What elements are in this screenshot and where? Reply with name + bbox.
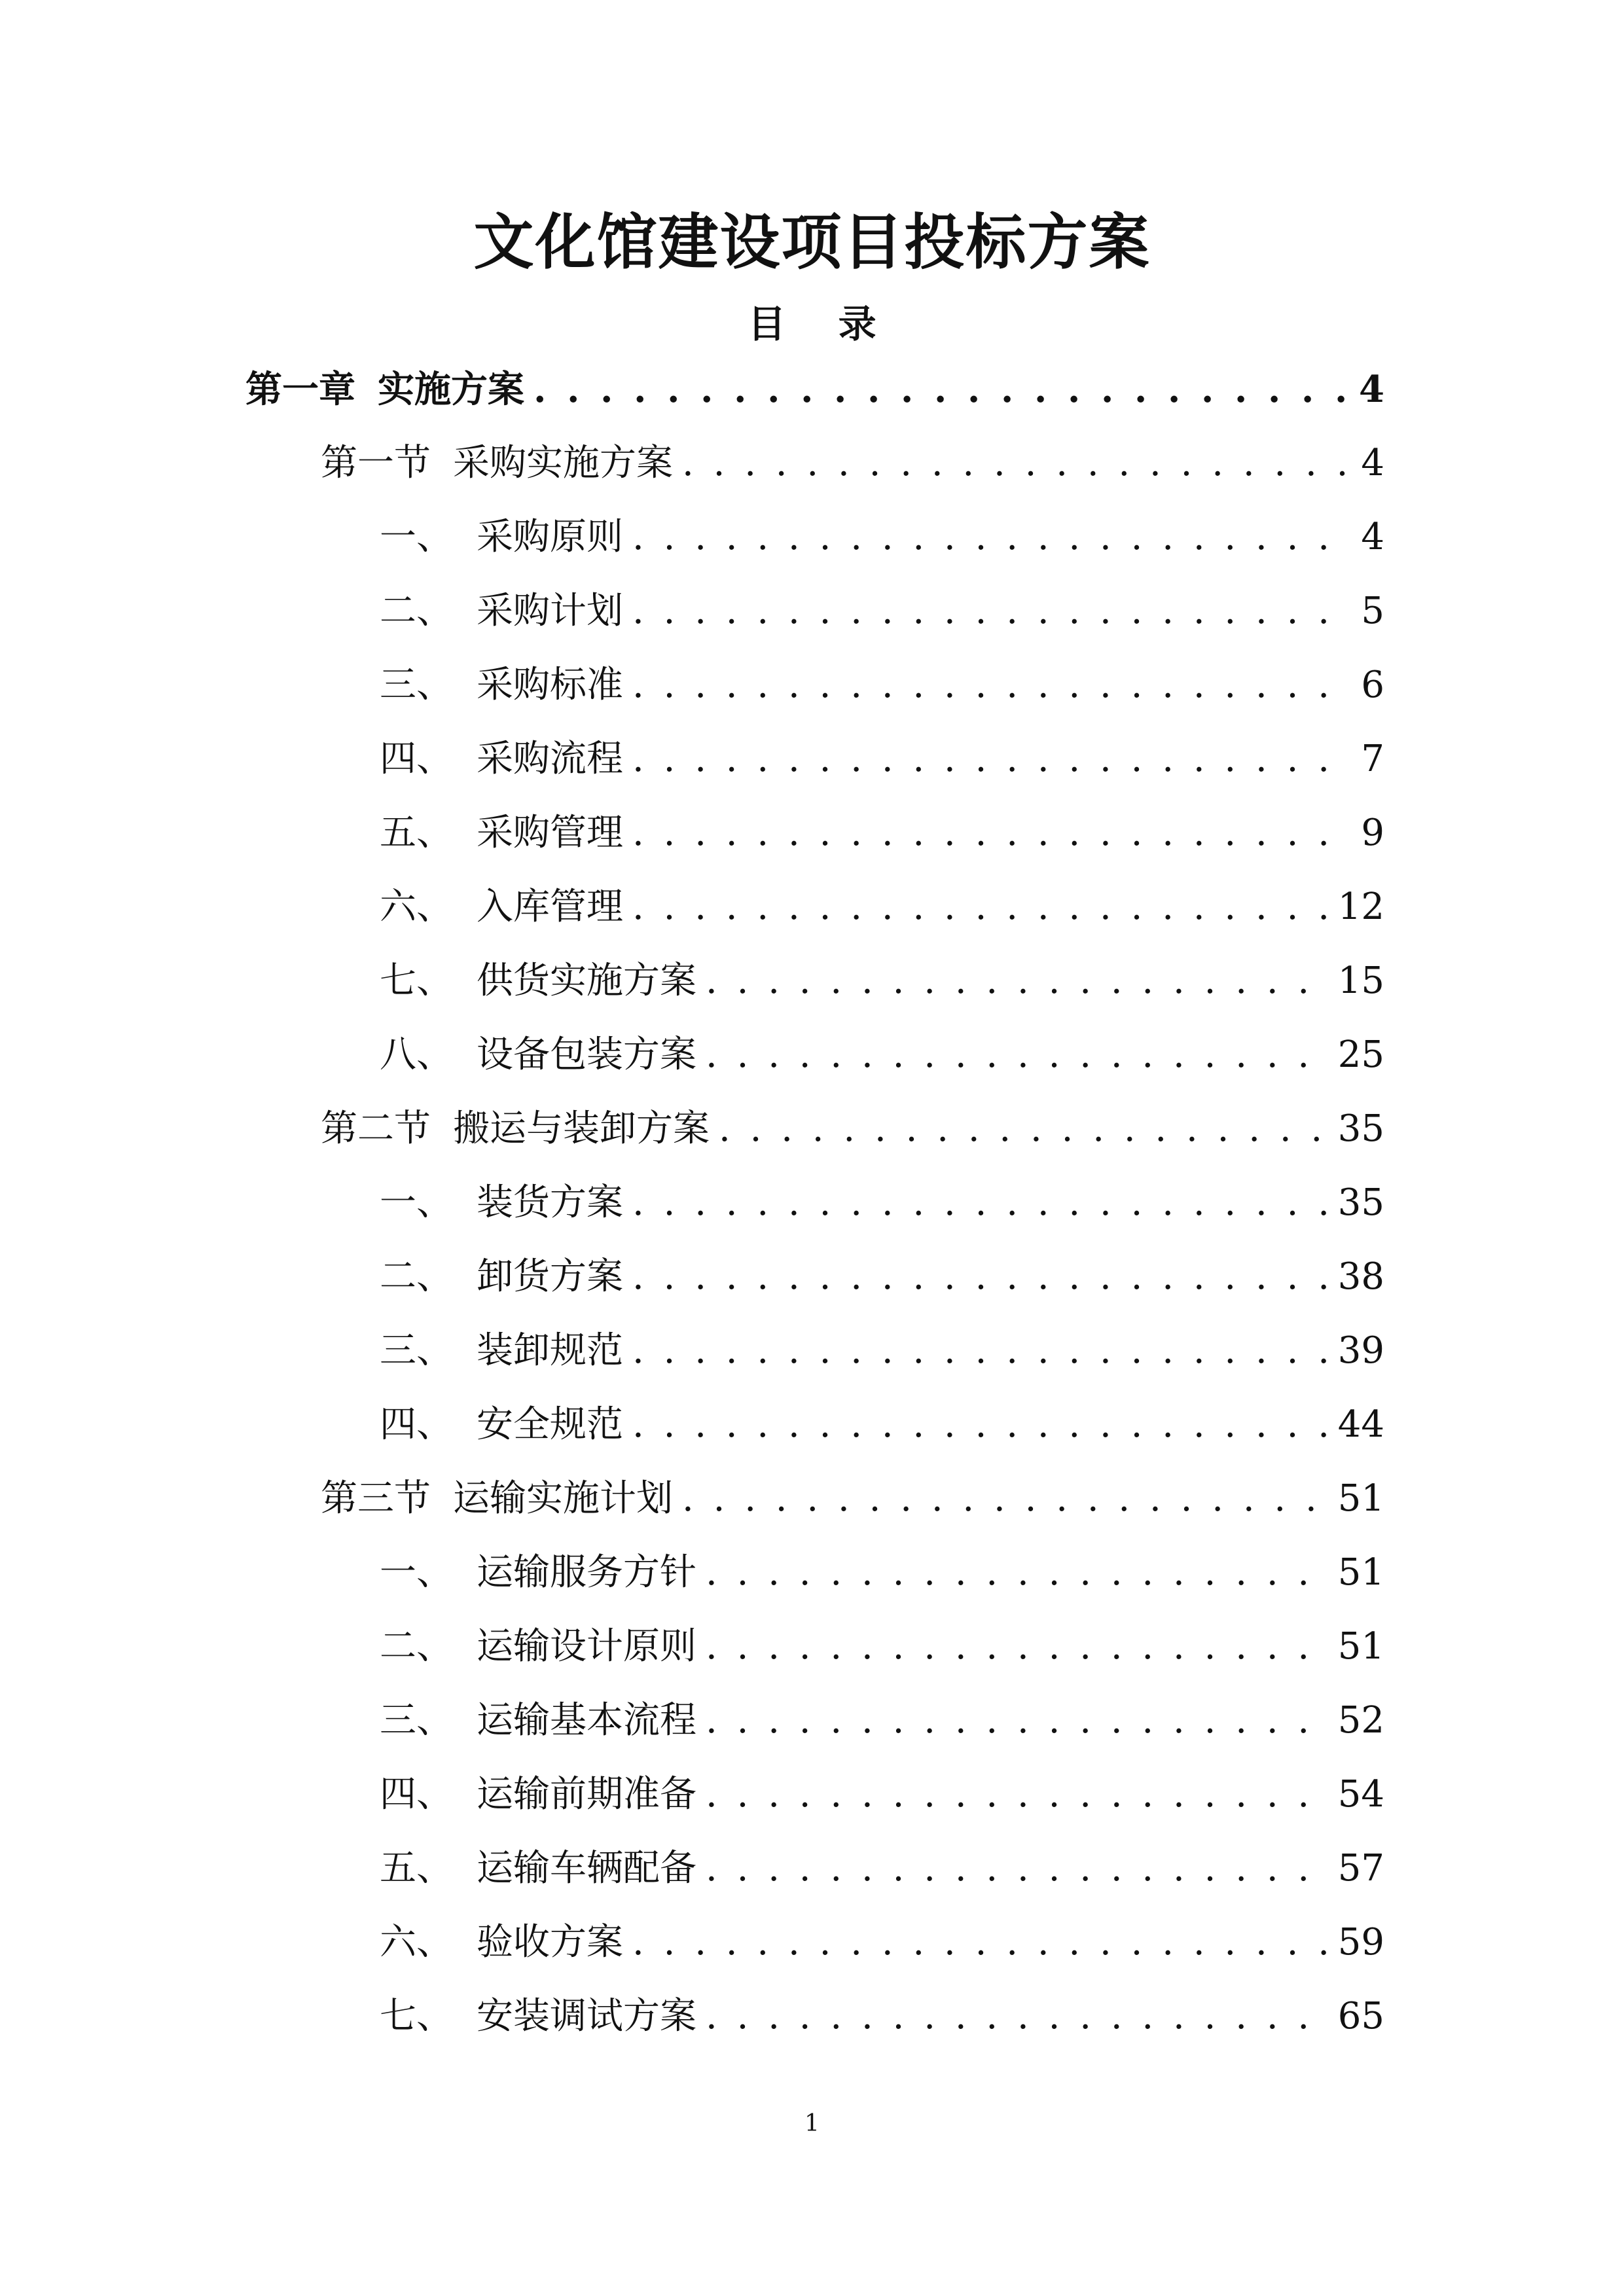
toc-entry-number: 三、 — [380, 664, 453, 706]
toc-entry[interactable] — [380, 800, 1384, 866]
toc-entry-page: 35 — [1337, 1181, 1384, 1224]
toc-entry-page: 59 — [1337, 1921, 1384, 1964]
toc-dot-leader — [706, 1614, 1326, 1679]
toc-entry-number: 五、 — [380, 1847, 453, 1890]
toc-entry[interactable] — [380, 1762, 1384, 1827]
toc-entry[interactable] — [380, 1910, 1384, 1975]
toc-entry[interactable] — [380, 1540, 1384, 1605]
toc-entry-number: 四、 — [380, 1403, 453, 1446]
toc-entry-number: 第三节 — [321, 1477, 431, 1520]
toc-entry-page: 7 — [1361, 738, 1384, 780]
toc-dot-leader — [632, 505, 1349, 570]
page-number: 1 — [804, 2110, 820, 2137]
toc-entry-number: 五、 — [380, 812, 453, 854]
toc-entry-number: 六、 — [380, 1921, 453, 1964]
toc-dot-leader — [706, 1836, 1326, 1901]
toc-entry[interactable] — [321, 431, 1384, 496]
toc-dot-leader — [706, 1540, 1326, 1605]
toc-entry-label: 安全规范 — [477, 1403, 623, 1446]
toc-dot-leader — [632, 1170, 1326, 1236]
toc-entry[interactable] — [380, 1984, 1384, 2049]
toc-entry-label: 运输服务方针 — [477, 1551, 696, 1594]
toc-entry-number: 一、 — [380, 1551, 453, 1594]
toc-entry[interactable] — [380, 1392, 1384, 1458]
toc-entry-number: 二、 — [380, 1625, 453, 1668]
toc-entry-page: 52 — [1337, 1699, 1384, 1742]
toc-dot-leader — [632, 726, 1349, 792]
toc-entry-label: 验收方案 — [477, 1921, 623, 1964]
toc-entry[interactable] — [380, 1170, 1384, 1236]
toc-entry[interactable] — [380, 1614, 1384, 1679]
toc-dot-leader — [682, 1466, 1326, 1532]
toc-entry-number: 七、 — [380, 960, 453, 1002]
toc-entry-number: 七、 — [380, 1995, 453, 2037]
toc-dot-leader — [706, 948, 1326, 1014]
toc-entry-page: 51 — [1337, 1625, 1384, 1668]
toc-entry-number: 第一章 — [245, 368, 355, 411]
toc-entry-number: 八、 — [380, 1033, 453, 1076]
toc-entry-label: 运输实施计划 — [453, 1477, 673, 1520]
toc-entry-page: 65 — [1337, 1995, 1384, 2037]
toc-dot-leader — [533, 357, 1347, 422]
toc-entry-page: 4 — [1359, 368, 1384, 411]
toc-entry-page: 44 — [1337, 1403, 1384, 1446]
toc-entry-label: 装卸规范 — [477, 1329, 623, 1372]
toc-entry-label: 采购标准 — [477, 664, 623, 706]
toc-dot-leader — [632, 1392, 1326, 1458]
toc-entry-label: 采购实施方案 — [453, 442, 673, 484]
toc-entry-label: 采购管理 — [477, 812, 623, 854]
toc-entry-label: 实施方案 — [378, 368, 524, 411]
toc-dot-leader — [682, 431, 1349, 496]
toc-dot-leader — [706, 1688, 1326, 1753]
toc-dot-leader — [632, 1910, 1326, 1975]
toc-entry-page: 15 — [1337, 960, 1384, 1002]
toc-entry-page: 12 — [1337, 886, 1384, 928]
toc-entry[interactable] — [321, 1096, 1384, 1162]
toc-entry-label: 卸货方案 — [477, 1255, 623, 1298]
toc-entry[interactable] — [380, 1688, 1384, 1753]
toc-dot-leader — [632, 579, 1349, 644]
toc-entry-number: 第二节 — [321, 1107, 431, 1150]
toc-entry-number: 二、 — [380, 590, 453, 632]
toc-entry-page: 39 — [1337, 1329, 1384, 1372]
toc-entry-number: 一、 — [380, 516, 453, 558]
toc-entry-page: 54 — [1337, 1773, 1384, 1816]
toc-entry-label: 设备包装方案 — [477, 1033, 696, 1076]
toc-entry-label: 搬运与装卸方案 — [453, 1107, 710, 1150]
toc-entry-number: 第一节 — [321, 442, 431, 484]
toc-dot-leader — [632, 874, 1326, 940]
toc-dot-leader — [706, 1022, 1326, 1088]
toc-entry-number: 二、 — [380, 1255, 453, 1298]
toc-dot-leader — [632, 800, 1349, 866]
toc-entry[interactable] — [380, 1318, 1384, 1384]
toc-entry-page: 57 — [1337, 1847, 1384, 1890]
toc-entry-number: 四、 — [380, 738, 453, 780]
toc-entry[interactable] — [380, 653, 1384, 718]
toc-entry-page: 4 — [1361, 516, 1384, 558]
toc-entry-page: 35 — [1337, 1107, 1384, 1150]
toc-entry-page: 9 — [1361, 812, 1384, 854]
toc-dot-leader — [632, 653, 1349, 718]
toc-dot-leader — [706, 1762, 1326, 1827]
toc-entry[interactable] — [245, 357, 1384, 422]
toc-entry-label: 装货方案 — [477, 1181, 623, 1224]
toc-entry-label: 运输设计原则 — [477, 1625, 696, 1668]
toc-entry-number: 一、 — [380, 1181, 453, 1224]
document-title: 文化馆建设项目投标方案 — [473, 207, 1151, 278]
toc-entry[interactable] — [380, 505, 1384, 570]
toc-entry-label: 运输车辆配备 — [477, 1847, 696, 1890]
toc-entry-number: 三、 — [380, 1329, 453, 1372]
toc-entry[interactable] — [321, 1466, 1384, 1532]
toc-dot-leader — [706, 1984, 1326, 2049]
toc-entry-label: 入库管理 — [477, 886, 623, 928]
toc-heading: 目 录 — [748, 302, 896, 346]
toc-entry[interactable] — [380, 1022, 1384, 1088]
toc-entry-number: 四、 — [380, 1773, 453, 1816]
toc-entry-number: 三、 — [380, 1699, 453, 1742]
toc-entry-page: 4 — [1361, 442, 1384, 484]
toc-entry-page: 51 — [1337, 1551, 1384, 1594]
toc-dot-leader — [719, 1096, 1326, 1162]
toc-entry-label: 运输基本流程 — [477, 1699, 696, 1742]
toc-entry-label: 采购流程 — [477, 738, 623, 780]
toc-entry[interactable] — [380, 726, 1384, 792]
toc-entry-label: 供货实施方案 — [477, 960, 696, 1002]
toc-entry-label: 采购计划 — [477, 590, 623, 632]
toc-entry[interactable] — [380, 1836, 1384, 1901]
toc-dot-leader — [632, 1318, 1326, 1384]
toc-entry-label: 运输前期准备 — [477, 1773, 696, 1816]
toc-entry-page: 51 — [1337, 1477, 1384, 1520]
toc-entry[interactable] — [380, 579, 1384, 644]
toc-entry-page: 25 — [1337, 1033, 1384, 1076]
toc-entry[interactable] — [380, 1244, 1384, 1310]
toc-entry-page: 38 — [1337, 1255, 1384, 1298]
toc-entry[interactable] — [380, 948, 1384, 1014]
toc-entry[interactable] — [380, 874, 1384, 940]
toc-entry-label: 安装调试方案 — [477, 1995, 696, 2037]
toc-entry-number: 六、 — [380, 886, 453, 928]
toc-entry-page: 5 — [1361, 590, 1384, 632]
toc-entry-label: 采购原则 — [477, 516, 623, 558]
toc-entry-page: 6 — [1361, 664, 1384, 706]
toc-dot-leader — [632, 1244, 1326, 1310]
